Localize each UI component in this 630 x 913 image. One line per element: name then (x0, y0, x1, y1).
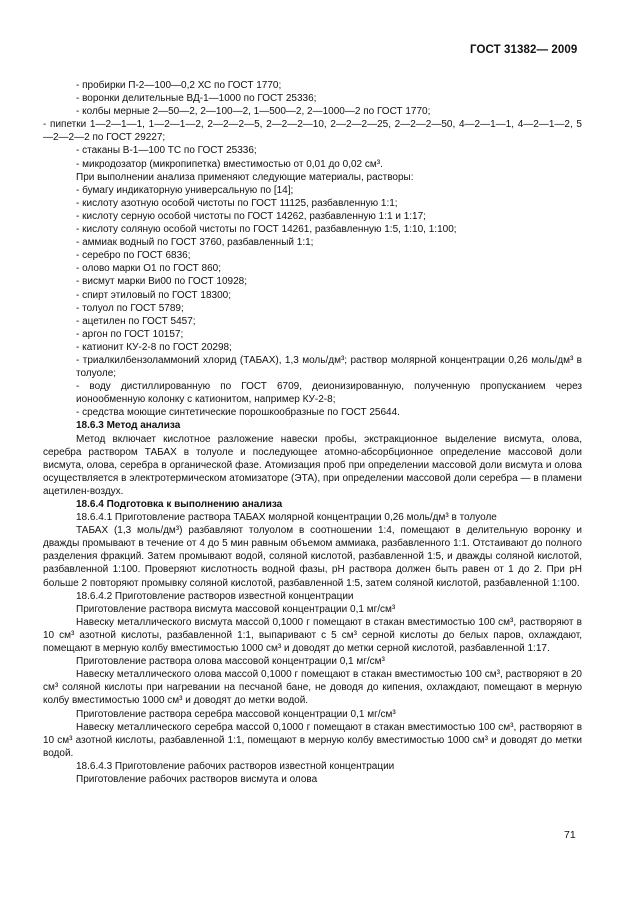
list-item: - стаканы В-1—100 ТС по ГОСТ 25336; (76, 145, 257, 157)
paragraph: Приготовление раствора серебра массовой концентрации 0,1 мг/см³ (76, 708, 396, 720)
list-item: - спирт этиловый по ГОСТ 18300; (76, 289, 231, 301)
list-item: - олово марки О1 по ГОСТ 860; (76, 263, 221, 275)
paragraph: Навеску металлического серебра массой 0,1000 г помещают в стакан вместимостью 100 см³, растворяют в 10 см³ азотной кислоты, разбавленной 1:1, помещают в мерную колбу вместимостью 1000 см³ и доводят до метки водой. (43, 721, 582, 759)
list-item: - кислоту серную особой чистоты по ГОСТ 14262, разбавленную 1:1 и 1:17; (76, 210, 426, 222)
paragraph: Навеску металлического олова массой 0,1000 г помещают в стакан вместимостью 100 см³, растворяют в 20 см³ соляной кислоты при нагревании на песчаной бане, не доводя до кипения, охлаждают, помещают в мерную колбу вместимостью 1000 см³ и доводят до метки водой. (43, 669, 582, 707)
list-item: - бумагу индикаторную универсальную по [14]; (76, 184, 294, 196)
paragraph: Метод включает кислотное разложение навески пробы, экстракционное выделение висмута, олова, серебра раствором ТАБАХ в толуоле и последующее атомно-абсорбционное определение массовой доли висмута, олова, серебра в органической фазе. Атомизация проб при определении массовой доли висмута и олова осуществляется в электротермическом атомизаторе (ЭТА), при определении массовой доли серебра — в пламени ацетилен-воздух. (43, 433, 582, 497)
list-item: - пробирки П-2—100—0,2 ХС по ГОСТ 1770; (76, 80, 282, 91)
page-number: 71 (564, 829, 576, 841)
list-item: - серебро по ГОСТ 6836; (76, 250, 191, 262)
list-item: - кислоту азотную особой чистоты по ГОСТ 11125, разбавленную 1:1; (76, 197, 398, 209)
list-item: - колбы мерные 2—50—2, 2—100—2, 1—500—2, 2—1000—2 по ГОСТ 1770; (76, 106, 431, 118)
document-header: ГОСТ 31382— 2009 (470, 44, 578, 56)
list-item: - триалкилбензоламмоний хлорид (ТАБАХ), 1,3 моль/дм³; раствор молярной концентрации 0,26 моль/дм³ в толуоле; (76, 354, 582, 380)
list-item: - воду дистиллированную по ГОСТ 6709, деионизированную, полученную пропусканием через ионообменную колонку с катионитом, например КУ-2-8; (76, 381, 582, 406)
paragraph: Приготовление раствора олова массовой концентрации 0,1 мг/см³ (76, 656, 385, 668)
document-body (43, 79, 582, 786)
list-item: - ацетилен по ГОСТ 5457; (76, 315, 196, 327)
subsection-heading: 18.6.4.1 Приготовление раствора ТАБАХ молярной концентрации 0,26 моль/дм³ в толуоле (76, 512, 497, 524)
list-item: - пипетки 1—2—1—1, 1—2—1—2, 2—2—2—5, 2—2—2—10, 2—2—2—25, 2—2—2—50, 4—2—1—1, 4—2—1—2, 5—2—2—2 по ГОСТ 29227; (43, 119, 582, 144)
subsection-heading: 18.6.4.2 Приготовление растворов известной концентрации (76, 590, 354, 602)
list-item: - висмут марки Ви00 по ГОСТ 10928; (76, 276, 247, 288)
list-item: - аргон по ГОСТ 10157; (76, 328, 184, 340)
paragraph: Навеску металлического висмута массой 0,1000 г помещают в стакан вместимостью 100 см³, растворяют в 10 см³ азотной кислоты, разбавленной 1:1, выпаривают с 5 см³ серной кислоты до белых паров, охлаждают, помещают в мерную колбу вместимостью 1000 см³ и доводят до метки серной кислотой, разбавленной 1:17. (43, 616, 582, 655)
list-item: - микродозатор (микропипетка) вместимостью от 0,01 до 0,02 см³. (76, 158, 383, 170)
paragraph: При выполнении анализа применяют следующие материалы, растворы: (76, 171, 414, 183)
paragraph: Приготовление раствора висмута массовой концентрации 0,1 мг/см³ (76, 603, 396, 615)
section-heading: 18.6.3 Метод анализа (76, 420, 181, 432)
section-heading: 18.6.4 Подготовка к выполнению анализа (76, 499, 283, 510)
list-item: - воронки делительные ВД-1—1000 по ГОСТ 25336; (76, 93, 317, 105)
paragraph: ТАБАХ (1,3 моль/дм³) разбавляют толуолом в соотношении 1:4, помещают в делительную воронку и дважды промывают в течение от 4 до 5 мин равным объемом аммиака, разбавленного 1:1. Отстаивают до полного разделения фракций. Затем промывают водой, соляной кислотой, разбавленной 1:5, и дважды соляной кислотой, разбавленной 1:100. Проверяют кислотность водной фазы, pH раствора должен быть равен от 1 до 2. При pH больше 2 повторяют промывку соляной кислотой, разбавленной 1:5, затем соляной кислотой, разбавленной 1:100. (43, 525, 582, 589)
list-item: - катионит КУ-2-8 по ГОСТ 20298; (76, 341, 232, 353)
list-item: - кислоту соляную особой чистоты по ГОСТ 14261, разбавленную 1:5, 1:10, 1:100; (76, 224, 457, 236)
list-item: - средства моющие синтетические порошкообразные по ГОСТ 25644. (76, 407, 400, 419)
paragraph: Приготовление рабочих растворов висмута и олова (76, 773, 318, 785)
list-item: - аммиак водный по ГОСТ 3760, разбавленный 1:1; (76, 237, 314, 249)
list-item: - толуол по ГОСТ 5789; (76, 302, 184, 314)
subsection-heading: 18.6.4.3 Приготовление рабочих растворов известной концентрации (76, 760, 395, 772)
